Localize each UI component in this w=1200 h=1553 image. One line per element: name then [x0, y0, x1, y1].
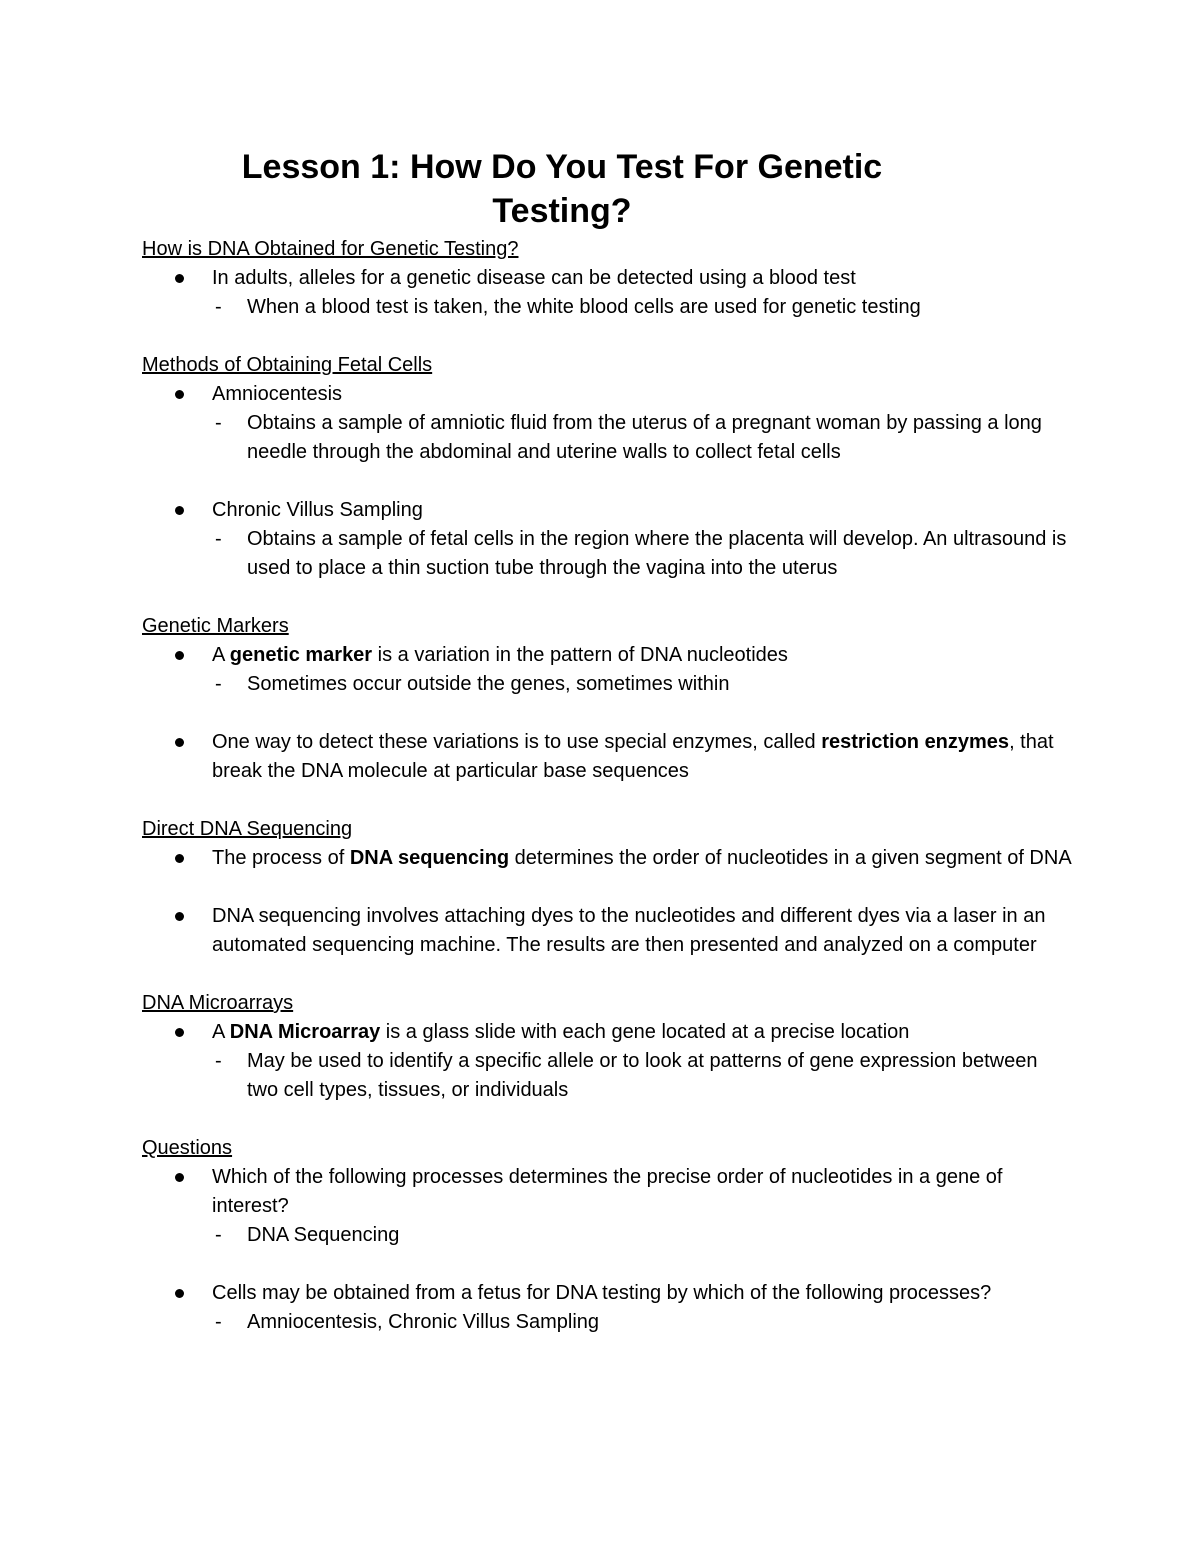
list-item	[142, 1279, 1072, 1337]
page-title: Lesson 1: How Do You Test For Genetic Testing?	[241, 148, 883, 230]
item-text: Cells may be obtained from a fetus for DNA testing by which of the following processes?	[212, 1282, 992, 1304]
item-text: In adults, alleles for a genetic disease can be detected using a blood test	[212, 267, 856, 289]
section-heading: How is DNA Obtained for Genetic Testing?	[142, 238, 519, 260]
section-genetic-markers	[142, 612, 1072, 786]
item-bold-term: genetic marker	[229, 644, 373, 666]
list-item	[142, 380, 1072, 467]
item-text: DNA sequencing involves attaching dyes to the nucleotides and different dyes via a laser in an automated sequencing machine. The results are then presented and analyzed on a computer	[212, 905, 1046, 956]
item-text-pre: One way to detect these variations is to use special enzymes, called	[212, 731, 822, 753]
list-item	[142, 641, 1072, 699]
list-item	[142, 902, 1072, 960]
list-item	[142, 264, 1072, 322]
sub-item: - Obtains a sample of amniotic fluid from the uterus of a pregnant woman by passing a long needle through the abdominal and uterine walls to collect fetal cells	[212, 409, 1072, 467]
item-text-post: is a glass slide with each gene located at a precise location	[380, 1021, 910, 1043]
list-item	[142, 1163, 1072, 1250]
section-heading: Direct DNA Sequencing	[142, 818, 353, 840]
section-heading: Questions	[142, 1137, 233, 1159]
section-dna-microarrays	[142, 989, 1072, 1105]
item-text-pre: A	[212, 644, 230, 666]
list-item	[142, 496, 1072, 583]
sub-item: - DNA Sequencing	[212, 1221, 1072, 1250]
item-text-pre: A	[212, 1021, 230, 1043]
item-bold-term: restriction enzymes	[821, 731, 1010, 753]
sub-item: - May be used to identify a specific allele or to look at patterns of gene expression between two cell types, tissues, or individuals	[212, 1047, 1072, 1105]
section-heading: Genetic Markers	[142, 615, 289, 637]
sub-item: - Obtains a sample of fetal cells in the region where the placenta will develop. An ultrasound is used to place a thin suction tube through the vagina into the uterus	[212, 525, 1072, 583]
section-fetal-cells	[142, 351, 1072, 583]
item-bold-term: DNA Microarray	[229, 1021, 381, 1043]
item-text: Which of the following processes determines the precise order of nucleotides in a gene of interest?	[212, 1166, 1003, 1217]
item-text-post: determines the order of nucleotides in a given segment of DNA	[509, 847, 1072, 869]
document-page	[142, 145, 1072, 1337]
sub-item: - When a blood test is taken, the white blood cells are used for genetic testing	[212, 293, 1072, 322]
sub-item: - Amniocentesis, Chronic Villus Sampling	[212, 1308, 1072, 1337]
list-item	[142, 844, 1072, 873]
item-bold-term: DNA sequencing	[349, 847, 510, 869]
item-text: Amniocentesis	[212, 383, 343, 405]
section-questions	[142, 1134, 1072, 1337]
item-text-post: is a variation in the pattern of DNA nucleotides	[372, 644, 788, 666]
list-item	[142, 1018, 1072, 1105]
sub-item: - Sometimes occur outside the genes, sometimes within	[212, 670, 1072, 699]
section-dna-obtained	[142, 235, 1072, 322]
item-text-pre: The process of	[212, 847, 350, 869]
list-item	[142, 728, 1072, 786]
section-heading: Methods of Obtaining Fetal Cells	[142, 354, 433, 376]
item-text: Chronic Villus Sampling	[212, 499, 423, 521]
item-text-post: , that break the DNA molecule at particular base sequences	[212, 731, 1054, 782]
section-dna-sequencing	[142, 815, 1072, 960]
section-heading: DNA Microarrays	[142, 992, 294, 1014]
